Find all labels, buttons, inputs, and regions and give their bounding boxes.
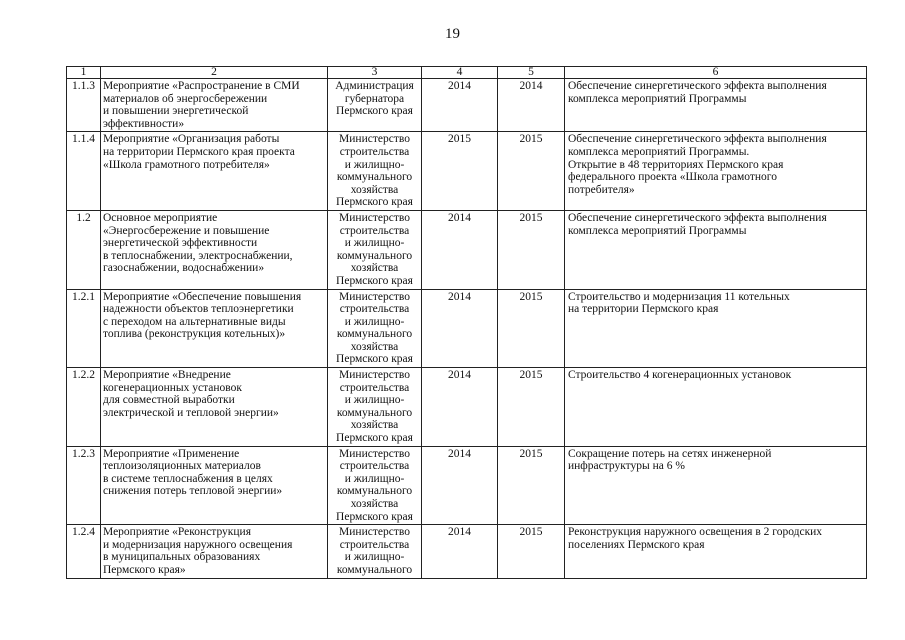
end-year: 2015 xyxy=(498,525,565,578)
row-number: 1.2 xyxy=(67,210,101,289)
executor: Администрация губернатора Пермского края xyxy=(328,79,422,132)
executor: Министерство строительства и жилищно- коммунального хозяйства Пермского края xyxy=(328,289,422,368)
header-col-3: 3 xyxy=(328,67,422,79)
program-measures-table xyxy=(66,66,867,579)
expected-result: Обеспечение синергетического эффекта выполнения комплекса мероприятий Программы. Открытие в 48 территориях Пермского края федерального проекта «Школа грамотного потребителя» xyxy=(565,132,867,211)
expected-result: Сокращение потерь на сетях инженерной инфраструктуры на 6 % xyxy=(565,446,867,525)
start-year: 2014 xyxy=(422,525,498,578)
executor: Министерство строительства и жилищно- коммунального хозяйства Пермского края xyxy=(328,132,422,211)
header-col-6: 6 xyxy=(565,67,867,79)
row-number: 1.1.4 xyxy=(67,132,101,211)
measure-description: Мероприятие «Реконструкция и модернизация наружного освещения в муниципальных образованиях Пермского края» xyxy=(101,525,328,578)
end-year: 2015 xyxy=(498,368,565,447)
table-header-row xyxy=(67,67,867,79)
header-col-5: 5 xyxy=(498,67,565,79)
end-year: 2015 xyxy=(498,289,565,368)
executor: Министерство строительства и жилищно- коммунального хозяйства Пермского края xyxy=(328,210,422,289)
start-year: 2015 xyxy=(422,132,498,211)
measure-description: Мероприятие «Организация работы на территории Пермского края проекта «Школа грамотного потребителя» xyxy=(101,132,328,211)
row-number: 1.2.3 xyxy=(67,446,101,525)
row-number: 1.1.3 xyxy=(67,79,101,132)
start-year: 2014 xyxy=(422,368,498,447)
expected-result: Строительство и модернизация 11 котельных на территории Пермского края xyxy=(565,289,867,368)
row-number: 1.2.2 xyxy=(67,368,101,447)
expected-result: Обеспечение синергетического эффекта выполнения комплекса мероприятий Программы xyxy=(565,210,867,289)
expected-result: Реконструкция наружного освещения в 2 городских поселениях Пермского края xyxy=(565,525,867,578)
row-number: 1.2.4 xyxy=(67,525,101,578)
header-col-2: 2 xyxy=(101,67,328,79)
expected-result: Обеспечение синергетического эффекта выполнения комплекса мероприятий Программы xyxy=(565,79,867,132)
expected-result: Строительство 4 когенерационных установок xyxy=(565,368,867,447)
table-row xyxy=(67,79,867,132)
measure-description: Мероприятие «Обеспечение повышения надежности объектов теплоэнергетики с переходом на альтернативные виды топлива (реконструкция котельных)» xyxy=(101,289,328,368)
end-year: 2015 xyxy=(498,132,565,211)
table-row xyxy=(67,210,867,289)
page-number: 19 xyxy=(445,26,460,42)
table-row xyxy=(67,289,867,368)
end-year: 2014 xyxy=(498,79,565,132)
start-year: 2014 xyxy=(422,446,498,525)
measure-description: Мероприятие «Применение теплоизоляционных материалов в системе теплоснабжения в целях снижения потерь тепловой энергии» xyxy=(101,446,328,525)
table-row xyxy=(67,525,867,578)
measure-description: Мероприятие «Внедрение когенерационных установок для совместной выработки электрической и тепловой энергии» xyxy=(101,368,328,447)
row-number: 1.2.1 xyxy=(67,289,101,368)
start-year: 2014 xyxy=(422,210,498,289)
start-year: 2014 xyxy=(422,79,498,132)
end-year: 2015 xyxy=(498,210,565,289)
header-col-1: 1 xyxy=(67,67,101,79)
measure-description: Мероприятие «Распространение в СМИ материалов об энергосбережении и повышении энергетической эффективности» xyxy=(101,79,328,132)
table-row xyxy=(67,446,867,525)
executor: Министерство строительства и жилищно- коммунального xyxy=(328,525,422,578)
header-col-4: 4 xyxy=(422,67,498,79)
executor: Министерство строительства и жилищно- коммунального хозяйства Пермского края xyxy=(328,446,422,525)
measure-description: Основное мероприятие «Энергосбережение и повышение энергетической эффективности в теплоснабжении, электроснабжении, газоснабжении, водоснабжении» xyxy=(101,210,328,289)
table-row xyxy=(67,368,867,447)
table-row xyxy=(67,132,867,211)
end-year: 2015 xyxy=(498,446,565,525)
start-year: 2014 xyxy=(422,289,498,368)
executor: Министерство строительства и жилищно- коммунального хозяйства Пермского края xyxy=(328,368,422,447)
